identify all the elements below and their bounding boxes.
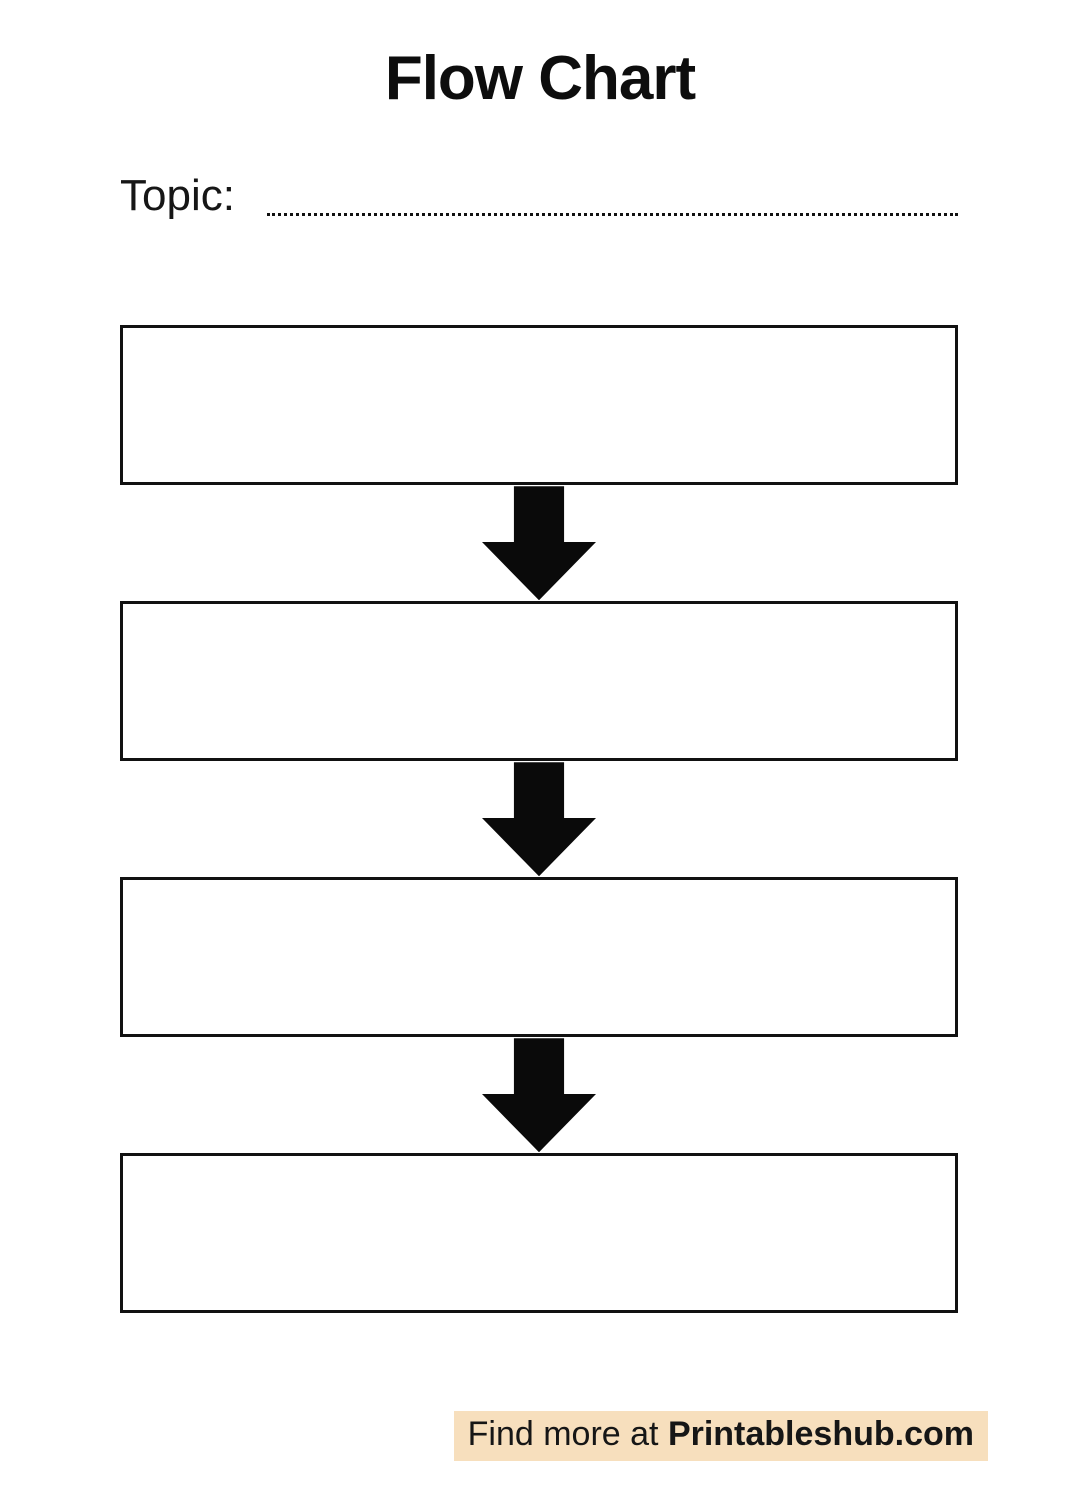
flowchart xyxy=(120,325,958,1313)
topic-row xyxy=(120,170,958,223)
topic-input-line[interactable] xyxy=(267,213,958,216)
page-title: Flow Chart xyxy=(384,44,696,113)
down-arrow-icon xyxy=(482,762,596,876)
down-arrow-icon xyxy=(482,486,596,600)
footer-prefix: Find more at xyxy=(467,1415,668,1453)
step-box-3[interactable] xyxy=(120,877,958,1037)
footer-banner xyxy=(454,1411,988,1461)
footer-brand: Printableshub.com xyxy=(667,1415,974,1453)
step-box-2[interactable] xyxy=(120,601,958,761)
down-arrow-icon xyxy=(482,1038,596,1152)
topic-label: Topic: xyxy=(120,171,235,221)
step-box-1[interactable] xyxy=(120,325,958,485)
step-box-4[interactable] xyxy=(120,1153,958,1313)
